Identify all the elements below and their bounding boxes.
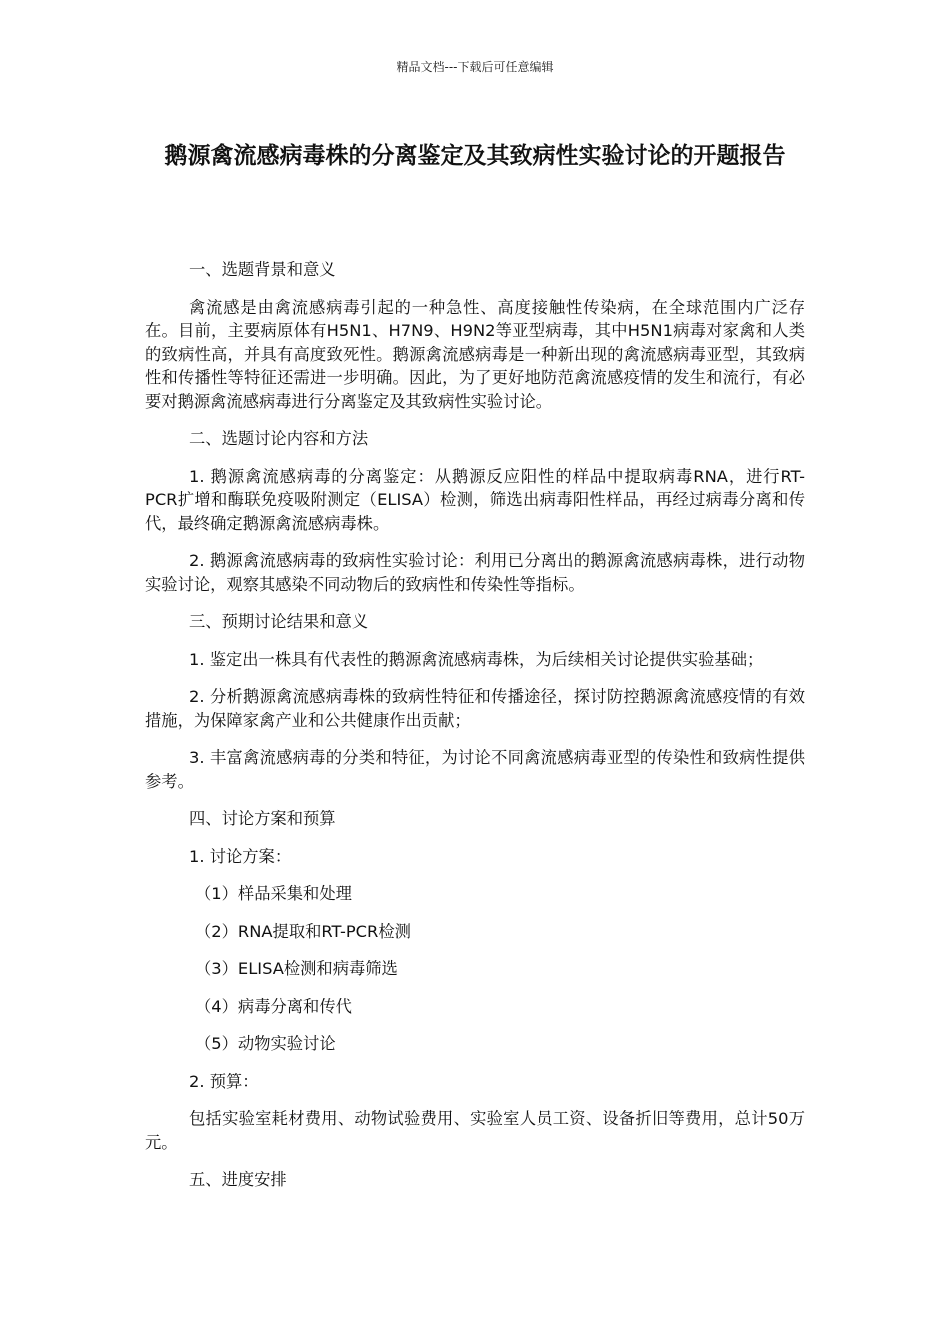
paragraph-result-3: 3. 丰富禽流感病毒的分类和特征，为讨论不同禽流感病毒亚型的传染性和致病性提供参考。 bbox=[145, 748, 805, 791]
budget-label: 2. 预算： bbox=[189, 1071, 259, 1091]
plan-item: （2）RNA提取和RT-PCR检测 bbox=[195, 921, 411, 941]
section-heading-plan-budget: 四、讨论方案和预算 bbox=[189, 809, 336, 828]
document-title: 鹅源禽流感病毒株的分离鉴定及其致病性实验讨论的开题报告 bbox=[164, 143, 786, 169]
paragraph-result-1: 1. 鉴定出一株具有代表性的鹅源禽流感病毒株，为后续相关讨论提供实验基础； bbox=[189, 649, 764, 669]
paragraph-background: 禽流感是由禽流感病毒引起的一种急性、高度接触性传染病，在全球范围内广泛存在。目前，主要病原体有H5N1、H7N9、H9N2等亚型病毒，其中H5N1病毒对家禽和人类的致病性高，并具有高度致死性。鹅源禽流感病毒是一种新出现的禽流感病毒亚型，其致病性和传播性等特征还需进一步明确。因此，为了更好地防范禽流感疫情的发生和流行，有必要对鹅源禽流感病毒进行分离鉴定及其致病性实验讨论。 bbox=[145, 297, 805, 411]
plan-label: 1. 讨论方案： bbox=[189, 846, 292, 866]
section-heading-schedule: 五、进度安排 bbox=[189, 1170, 287, 1189]
plan-item: （1）样品采集和处理 bbox=[195, 884, 352, 903]
section-heading-background: 一、选题背景和意义 bbox=[189, 260, 336, 279]
document-body bbox=[145, 258, 805, 1206]
plan-item: （4）病毒分离和传代 bbox=[195, 996, 352, 1016]
paragraph-result-2: 2. 分析鹅源禽流感病毒株的致病性特征和传播途径，探讨防控鹅源禽流感疫情的有效措施，为保障家禽产业和公共健康作出贡献； bbox=[145, 687, 805, 730]
plan-item: （5）动物实验讨论 bbox=[195, 1034, 336, 1053]
page-header-watermark: 精品文档---下载后可任意编辑 bbox=[396, 60, 554, 74]
plan-item: （3）ELISA检测和病毒筛选 bbox=[195, 959, 398, 978]
section-heading-content-methods: 二、选题讨论内容和方法 bbox=[189, 429, 369, 448]
paragraph-isolation: 1. 鹅源禽流感病毒的分离鉴定：从鹅源反应阳性的样品中提取病毒RNA，进行RT-PCR扩增和酶联免疫吸附测定（ELISA）检测，筛选出病毒阳性样品，再经过病毒分离和传代，最终确定鹅源禽流感病毒株。 bbox=[145, 466, 805, 533]
section-heading-expected-results: 三、预期讨论结果和意义 bbox=[189, 612, 369, 631]
paragraph-budget: 包括实验室耗材费用、动物试验费用、实验室人员工资、设备折旧等费用，总计50万元。 bbox=[145, 1109, 805, 1152]
paragraph-pathogenicity: 2. 鹅源禽流感病毒的致病性实验讨论：利用已分离出的鹅源禽流感病毒株，进行动物实验讨论，观察其感染不同动物后的致病性和传染性等指标。 bbox=[145, 551, 805, 594]
